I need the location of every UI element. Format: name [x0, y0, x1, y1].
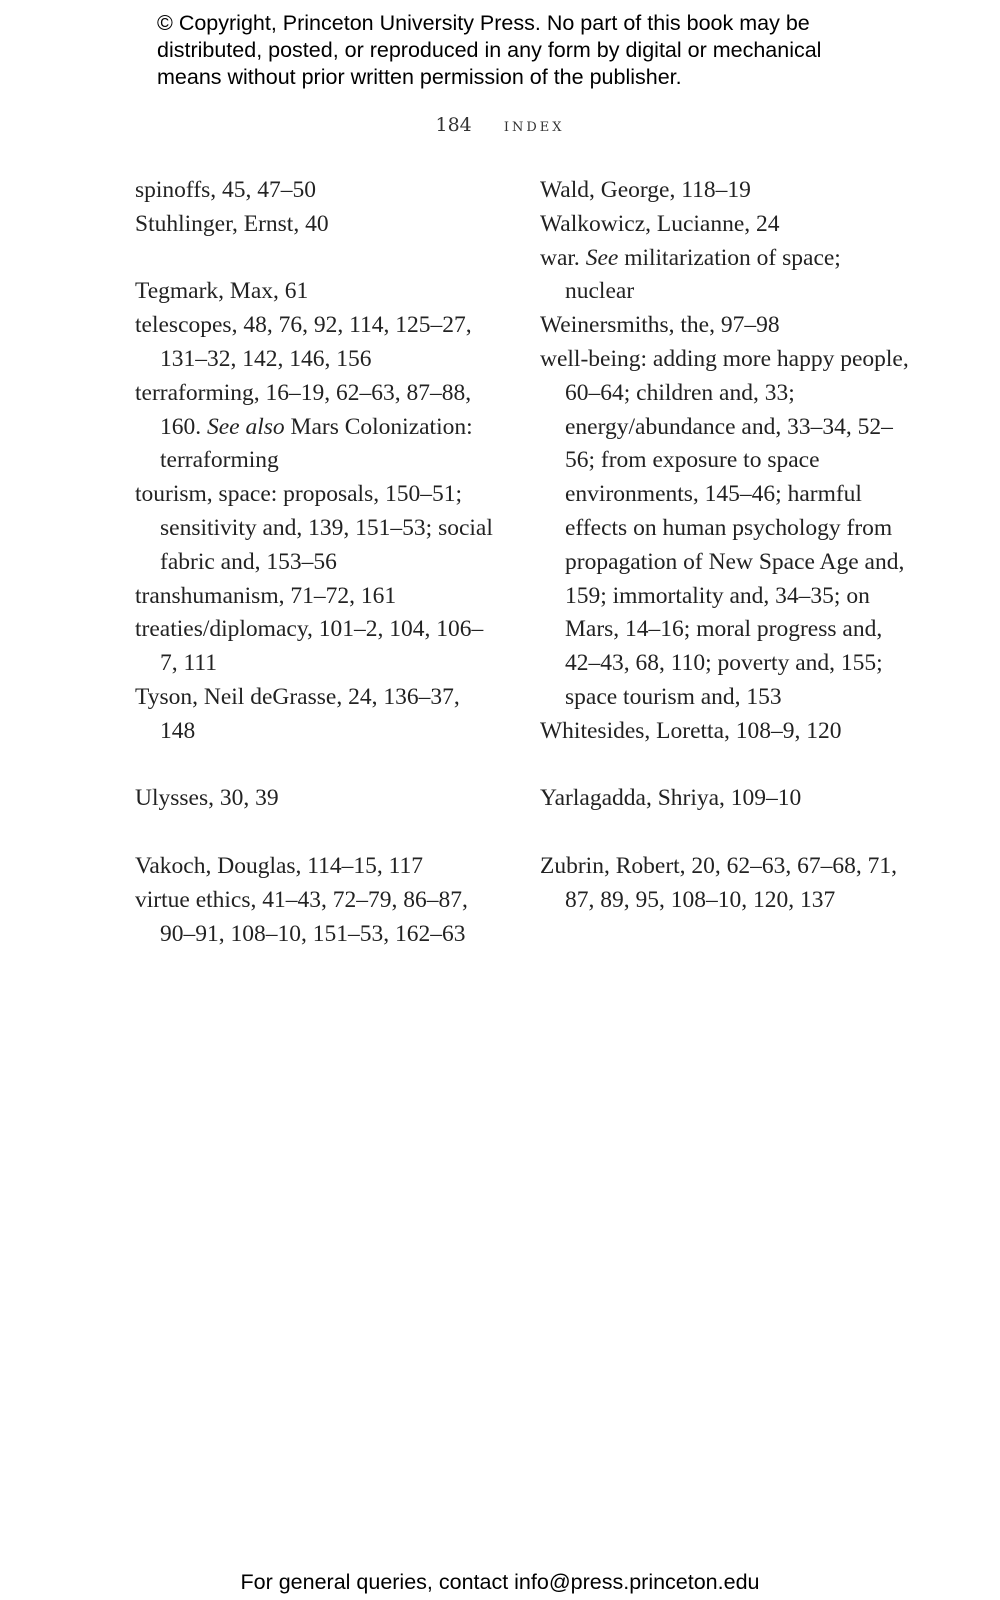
- running-head: [0, 114, 1000, 136]
- index-entry: telescopes, 48, 76, 92, 114, 125–27, 131–32, 142, 146, 156: [135, 312, 472, 372]
- copyright-notice: [157, 10, 917, 91]
- index-entry: Stuhlinger, Ernst, 40: [135, 210, 329, 237]
- index-entry: virtue ethics, 41–43, 72–79, 86–87, 90–91, 108–10, 151–53, 162–63: [135, 886, 468, 947]
- see-also-reference: See also: [207, 413, 285, 440]
- index-entry: Tegmark, Max, 61: [135, 278, 309, 305]
- letter-group-gap: [135, 816, 500, 850]
- letter-group-gap: [135, 749, 500, 783]
- letter-group-gap: [135, 242, 500, 276]
- index-entry: Walkowicz, Lucianne, 24: [540, 210, 780, 237]
- index-entry: [540, 242, 910, 310]
- index-entry: Yarlagadda, Shriya, 109–10: [540, 785, 802, 812]
- index-entry: Wald, George, 118–19: [540, 177, 751, 203]
- page-number: 184: [435, 114, 472, 136]
- index-entry: Weinersmiths, the, 97–98: [540, 312, 780, 339]
- footer-contact: For general queries, contact info@press.princeton.edu: [240, 1570, 760, 1594]
- section-title: index: [503, 114, 565, 136]
- index-entry: Zubrin, Robert, 20, 62–63, 67–68, 71, 87, 89, 95, 108–10, 120, 137: [540, 852, 898, 913]
- index-entry: transhumanism, 71–72, 161: [135, 582, 397, 609]
- index-entry: well-being: adding more happy people, 60–64; children and, 33; energy/abundance and, 33–34, 52–56; from exposure to space environments, 145–46; harmful effects on human psychology from propagation of New Space Age and, 159; immortality and, 34–35; on Mars, 14–16; moral progress and, 42–43, 68, 110; poverty and, 155; space tourism and, 153: [540, 345, 909, 710]
- index-entry: Tyson, Neil deGrasse, 24, 136–37, 148: [135, 683, 460, 744]
- index-entry: Whitesides, Loretta, 108–9, 120: [540, 717, 842, 744]
- entry-text: war.: [540, 244, 586, 271]
- index-entry: spinoffs, 45, 47–50: [135, 177, 317, 203]
- index-entry: tourism, space: proposals, 150–51; sensitivity and, 139, 151–53; social fabric and, 153–56: [135, 481, 493, 575]
- entry-text: terraforming, 16–19, 62–63, 87–88, 160.: [135, 379, 472, 440]
- copyright-line: means without prior written permission of the publisher.: [157, 65, 682, 89]
- index-column-right: [540, 174, 910, 918]
- entry-text: militarization of space; nuclear: [565, 244, 841, 305]
- index-entry: [135, 377, 500, 478]
- letter-group-gap: [540, 749, 910, 783]
- see-reference: See: [585, 244, 619, 271]
- copyright-line: © Copyright, Princeton University Press. No part of this book may be: [157, 11, 810, 35]
- index-entry: Ulysses, 30, 39: [135, 785, 279, 812]
- index-entry: Vakoch, Douglas, 114–15, 117: [135, 852, 424, 879]
- index-column-left: [135, 174, 500, 951]
- letter-group-gap: [540, 816, 910, 850]
- entry-text: Mars Colonization: terraforming: [160, 413, 473, 474]
- copyright-line: distributed, posted, or reproduced in any form by digital or mechanical: [157, 38, 822, 62]
- index-entry: treaties/diplomacy, 101–2, 104, 106–7, 111: [135, 616, 484, 677]
